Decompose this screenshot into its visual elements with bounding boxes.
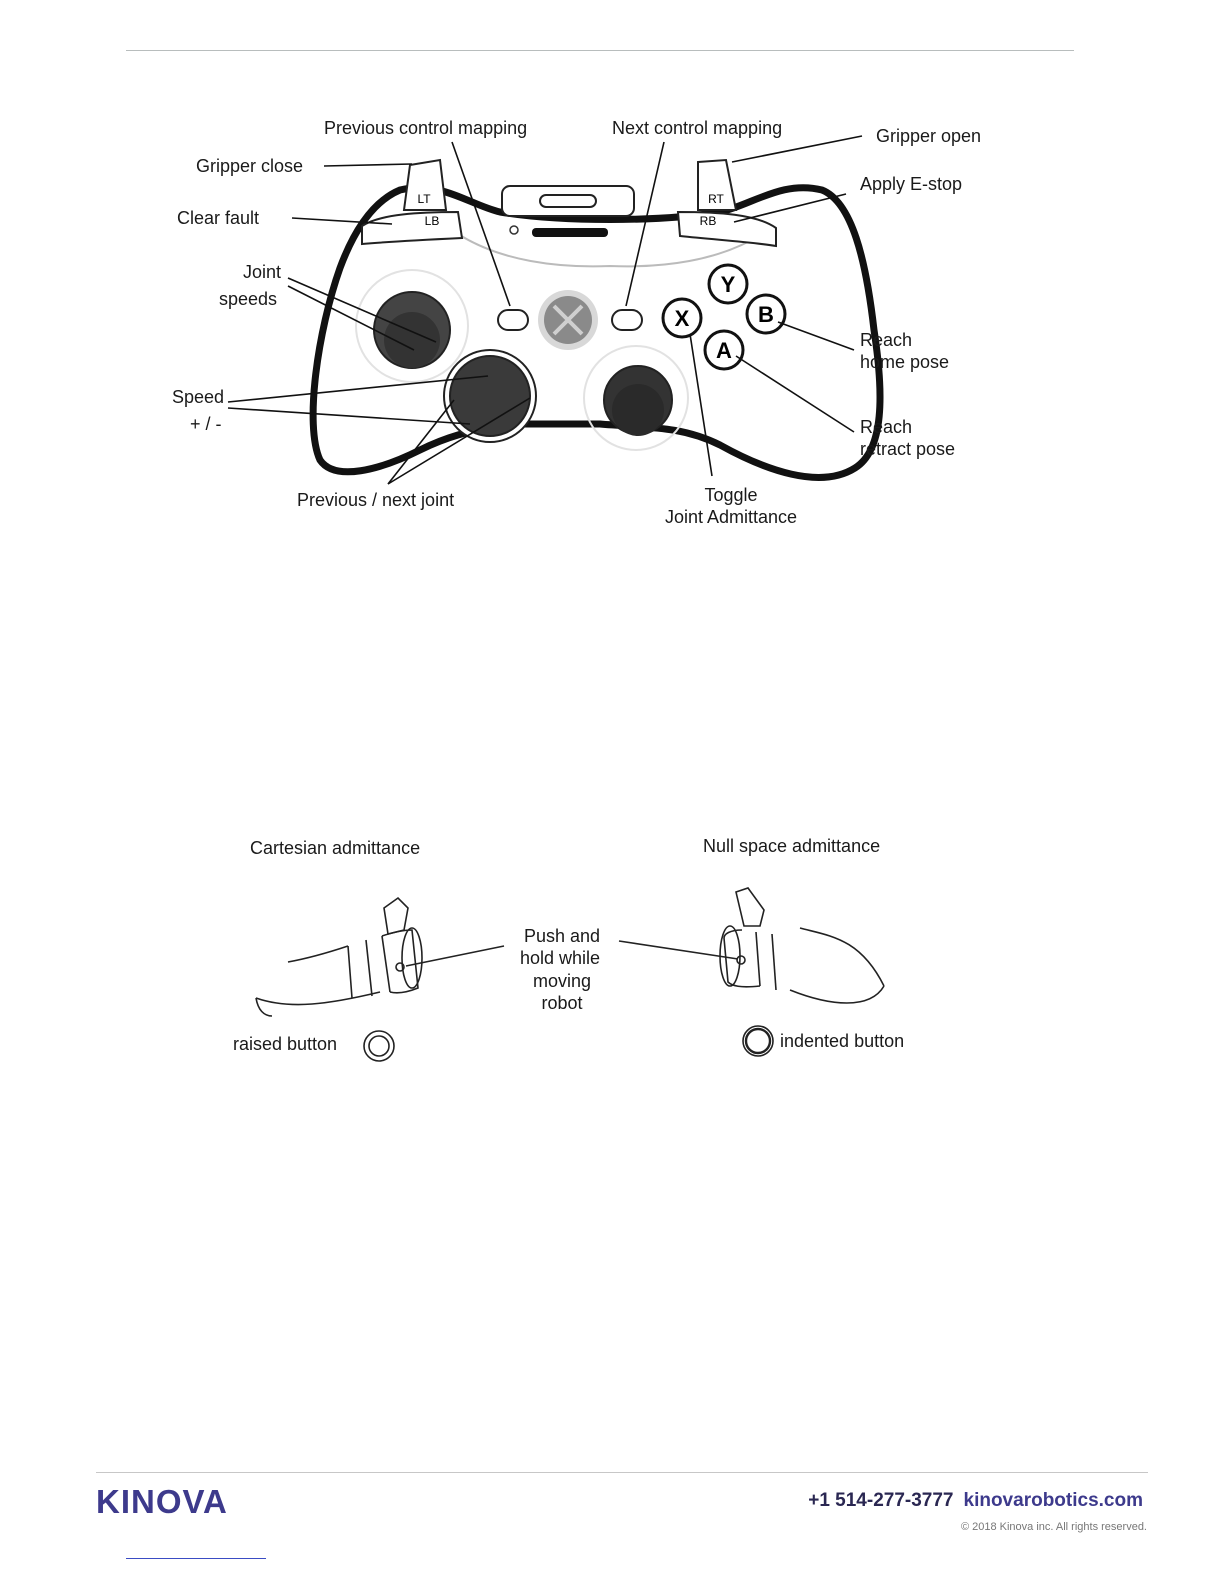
footer-rule <box>96 1472 1148 1473</box>
website-link[interactable]: kinovarobotics.com <box>963 1490 1143 1511</box>
prev-next-joint-label: Previous / next joint <box>297 490 455 510</box>
reach-retract-label-1: Reach <box>860 417 913 437</box>
indented-button-on-arm <box>737 956 745 964</box>
speed-label-1: Speed <box>172 387 225 407</box>
joint-speeds-label-1: Joint <box>243 262 282 282</box>
rb-label: RB <box>699 214 717 228</box>
reach-retract-label-2: retract pose <box>860 439 956 459</box>
rt-label: RT <box>708 192 724 206</box>
cartesian-admittance-title: Cartesian admittance <box>250 838 421 858</box>
joint-speeds-label-2: speeds <box>219 289 278 309</box>
next-mapping-label: Next control mapping <box>612 118 783 138</box>
y-label: Y <box>720 272 736 297</box>
lt-label: LT <box>417 192 431 206</box>
indented-button-icon <box>743 1026 773 1056</box>
a-label: A <box>716 338 732 363</box>
push-hold-line-1: Push and <box>523 926 601 946</box>
x-label: X <box>674 306 690 331</box>
raised-button-label: raised button <box>233 1034 338 1054</box>
kinova-logo <box>96 1485 266 1517</box>
b-label: B <box>758 302 774 327</box>
push-hold-line-2: hold while <box>519 948 601 968</box>
prev-mapping-label: Previous control mapping <box>324 118 528 138</box>
indented-button-label: indented button <box>780 1031 905 1051</box>
clear-fault-label: Clear fault <box>177 208 260 228</box>
gripper-close-label: Gripper close <box>196 156 304 176</box>
push-hold-line-4: robot <box>541 993 583 1013</box>
link-underline <box>126 1558 266 1559</box>
toggle-label-2: Joint Admittance <box>664 507 798 527</box>
phone-number: +1 514-277-3777 <box>808 1490 954 1511</box>
gripper-open-label: Gripper open <box>876 126 982 146</box>
lb-label: LB <box>424 214 440 228</box>
apply-estop-label: Apply E-stop <box>860 174 963 194</box>
svg-text:KINOVA: KINOVA <box>96 1485 228 1517</box>
speed-label-2: + / - <box>190 414 222 434</box>
null-space-admittance-title: Null space admittance <box>703 836 881 856</box>
toggle-label-1: Toggle <box>704 485 758 505</box>
footer-contact <box>808 1490 1143 1512</box>
reach-home-label-1: Reach <box>860 330 913 350</box>
copyright-notice: © 2018 Kinova inc. All rights reserved. <box>960 1521 1147 1533</box>
reach-home-label-2: home pose <box>860 352 950 372</box>
push-hold-line-3: moving <box>532 971 592 991</box>
